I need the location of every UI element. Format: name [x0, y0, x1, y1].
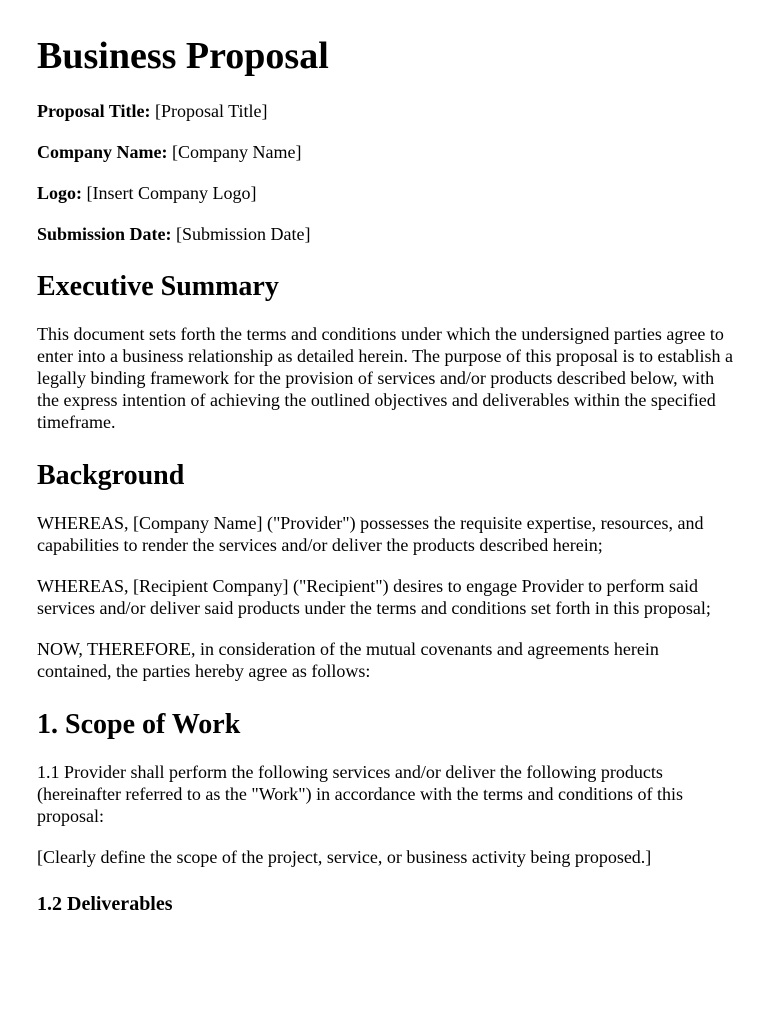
meta-label: Logo: — [37, 183, 82, 203]
meta-label: Company Name: — [37, 142, 168, 162]
meta-value: [Company Name] — [172, 142, 302, 162]
meta-company-name — [37, 141, 733, 163]
meta-value: [Proposal Title] — [155, 101, 268, 121]
background-paragraph-2: WHEREAS, [Recipient Company] ("Recipient") desires to engage Provider to perform said services and/or deliver said products under the terms and conditions set forth in this proposal; — [37, 576, 711, 618]
section-heading-background: Background — [37, 460, 185, 491]
meta-label: Submission Date: — [37, 224, 172, 244]
section-heading-scope-of-work: 1. Scope of Work — [37, 709, 241, 740]
meta-logo — [37, 182, 733, 204]
section-heading-executive-summary: Executive Summary — [37, 271, 279, 302]
background-paragraph-3: NOW, THEREFORE, in consideration of the mutual covenants and agreements herein contained, the parties hereby agree as follows: — [37, 639, 659, 681]
meta-value: [Insert Company Logo] — [86, 183, 257, 203]
meta-value: [Submission Date] — [176, 224, 311, 244]
meta-proposal-title — [37, 100, 733, 122]
background-paragraph-1: WHEREAS, [Company Name] ("Provider") possesses the requisite expertise, resources, and capabilities to render the services and/or deliver the products described herein; — [37, 513, 704, 555]
meta-label: Proposal Title: — [37, 101, 151, 121]
meta-submission-date — [37, 223, 733, 245]
executive-summary-paragraph: This document sets forth the terms and conditions under which the undersigned parties agree to enter into a business relationship as detailed herein. The purpose of this proposal is to establish a legally binding framework for the provision of services and/or products described below, with the express intention of achieving the outlined objectives and deliverables within the specified timeframe. — [37, 324, 734, 432]
document-title: Business Proposal — [37, 35, 329, 77]
subsection-heading-deliverables: 1.2 Deliverables — [37, 893, 173, 915]
scope-paragraph-2: [Clearly define the scope of the project, service, or business activity being proposed.] — [37, 847, 652, 867]
scope-paragraph-1: 1.1 Provider shall perform the following services and/or deliver the following products (hereinafter referred to as the "Work") in accordance with the terms and conditions of this proposal: — [37, 762, 683, 826]
